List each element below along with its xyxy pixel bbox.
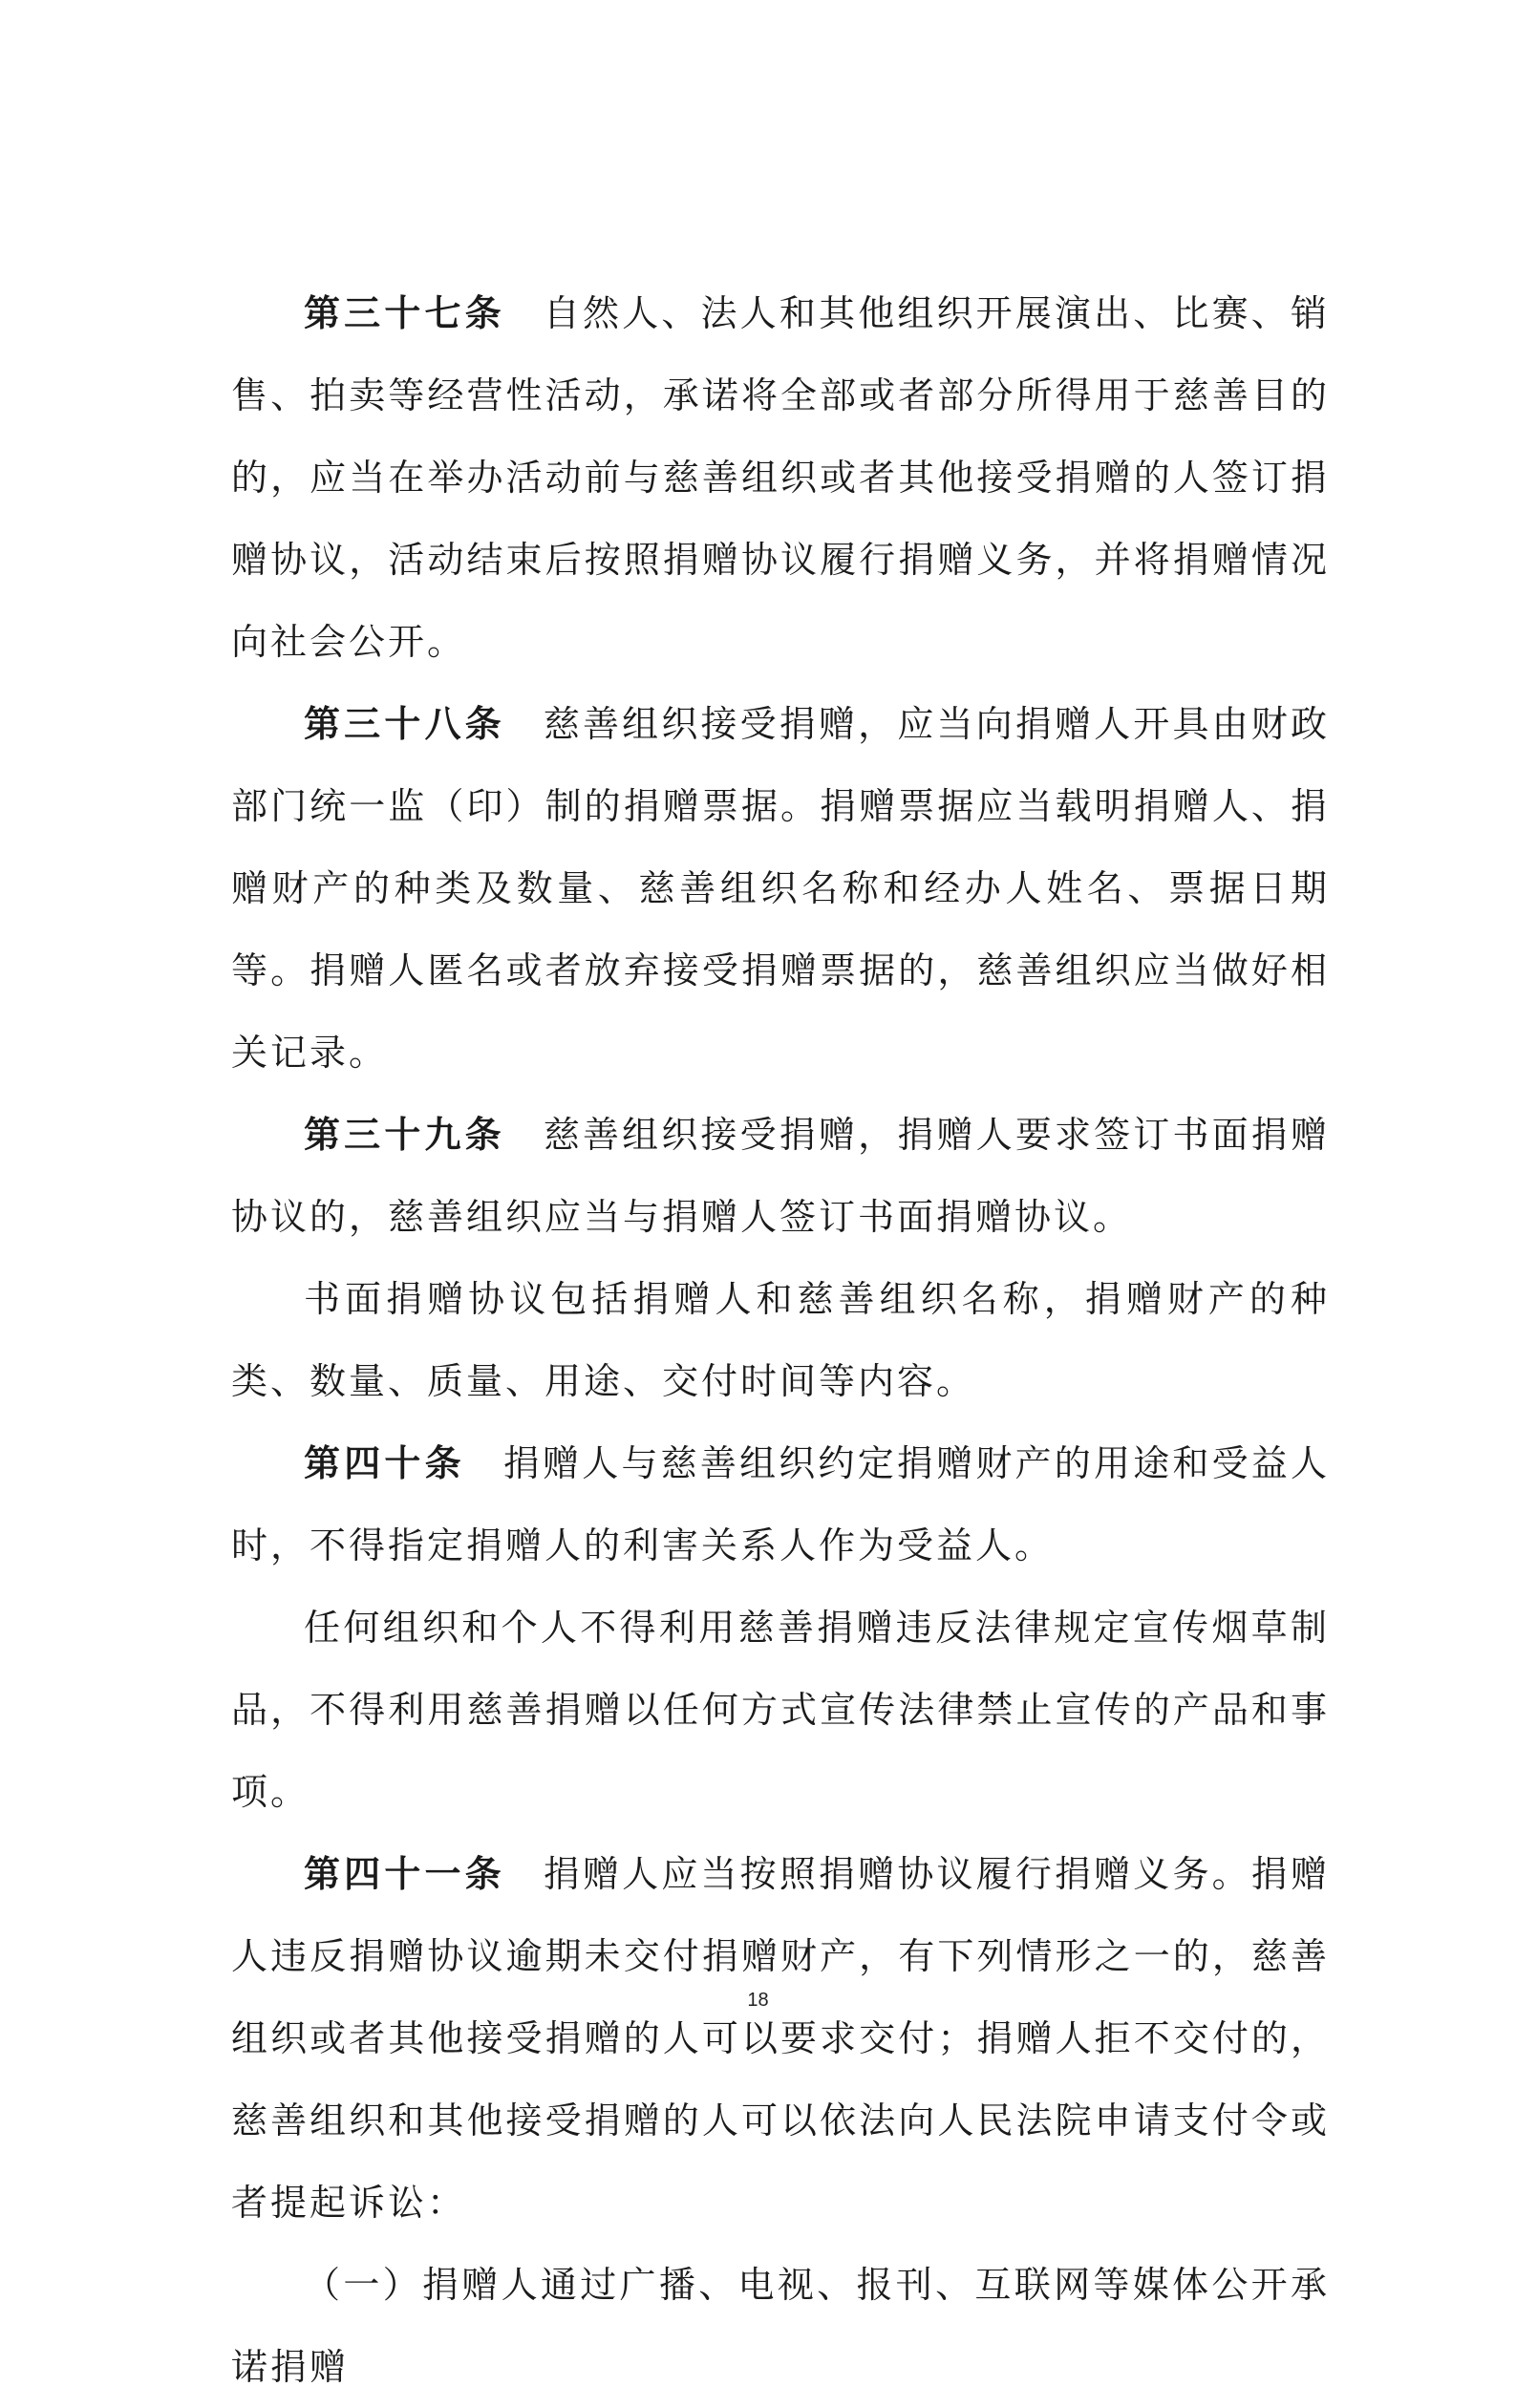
article-40-paragraph-2 [231,1587,1330,1833]
article-text: 捐赠人应当按照捐赠协议履行捐赠义务。捐赠人违反捐赠协议逾期未交付捐赠财产，有下列情形之一的，慈善组织或者其他接受捐赠的人可以要求交付；捐赠人拒不交付的，慈善组织和其他接受捐赠的人可以依法向人民法院申请支付令或者提起诉讼： [231,1853,1330,2224]
article-text: 慈善组织接受捐赠，应当向捐赠人开具由财政部门统一监（印）制的捐赠票据。捐赠票据应当载明捐赠人、捐赠财产的种类及数量、慈善组织名称和经办人姓名、票据日期等。捐赠人匿名或者放弃接受捐赠票据的，慈善组织应当做好相关记录。 [231,703,1330,1074]
article-heading: 第四十一条 [304,1853,505,1895]
page-number: 18 [747,1990,769,2011]
article-38 [231,683,1330,1094]
article-39 [231,1094,1330,1258]
article-41-item-1 [231,2244,1330,2408]
article-heading: 第四十条 [304,1442,465,1484]
article-text: 自然人、法人和其他组织开展演出、比赛、销售、拍卖等经营性活动，承诺将全部或者部分所得用于慈善目的的，应当在举办活动前与慈善组织或者其他接受捐赠的人签订捐赠协议，活动结束后按照捐赠协议履行捐赠义务，并将捐赠情况向社会公开。 [231,292,1330,663]
article-40 [231,1422,1330,1587]
article-heading: 第三十八条 [304,703,505,745]
article-text: 慈善组织接受捐赠，捐赠人要求签订书面捐赠协议的，慈善组织应当与捐赠人签订书面捐赠协议。 [231,1114,1330,1238]
paragraph-text: 任何组织和个人不得利用慈善捐赠违反法律规定宣传烟草制品，不得利用慈善捐赠以任何方式宣传法律禁止宣传的产品和事项。 [231,1607,1330,1813]
document-body [231,272,1330,2408]
article-heading: 第三十七条 [304,292,505,334]
article-41 [231,1833,1330,2244]
article-37 [231,272,1330,683]
article-text: 捐赠人与慈善组织约定捐赠财产的用途和受益人时，不得指定捐赠人的利害关系人作为受益人。 [231,1442,1330,1566]
list-item-text: （一）捐赠人通过广播、电视、报刊、互联网等媒体公开承诺捐赠 [231,2264,1330,2388]
article-39-paragraph-2 [231,1258,1330,1422]
paragraph-text: 书面捐赠协议包括捐赠人和慈善组织名称，捐赠财产的种类、数量、质量、用途、交付时间等内容。 [231,1278,1330,1402]
article-heading: 第三十九条 [304,1114,505,1156]
